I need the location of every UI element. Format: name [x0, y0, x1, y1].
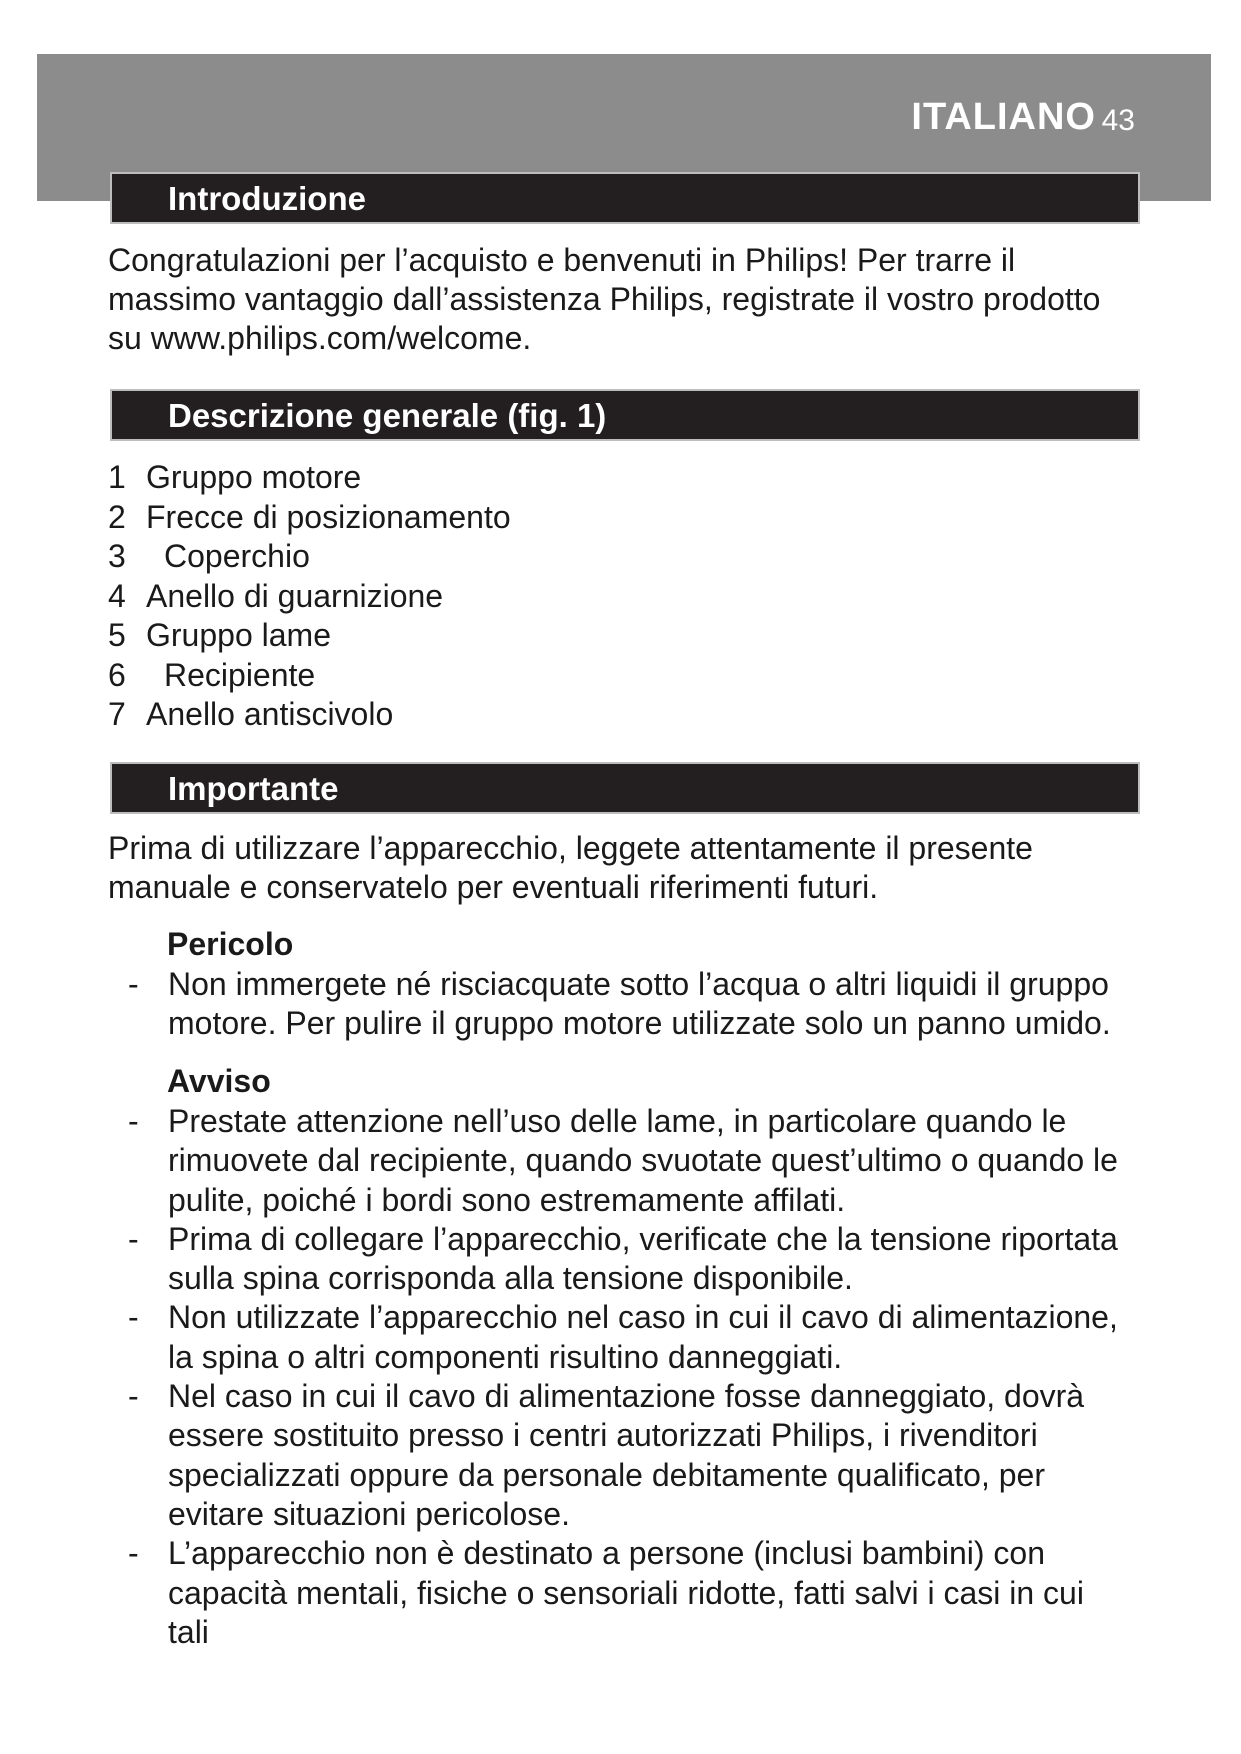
list-item: 7 Anello antiscivolo — [108, 696, 394, 732]
important-paragraph: Prima di utilizzare l’apparecchio, leggete attentamente il presente manuale e conservatelo per eventuali riferimenti futuri. — [108, 830, 1033, 905]
section-bar-important — [110, 762, 1140, 814]
list-item: - Nel caso in cui il cavo di alimentazione fosse danneggiato, dovrà essere sostituito presso i centri autorizzati Philips, i rivenditori specializzati oppure da personale debitamente qualificato, per evitare situazioni pericolose. — [128, 1378, 1085, 1532]
list-item: 2 Frecce di posizionamento — [108, 498, 511, 535]
page-number: 43 — [1101, 104, 1135, 137]
list-item: - L’apparecchio non è destinato a persone (inclusi bambini) con capacità mentali, fisiche o sensoriali ridotte, fatti salvi i casi in cui tali — [128, 1535, 1084, 1650]
danger-list — [128, 965, 1128, 1044]
section-bar-overview — [110, 389, 1140, 441]
list-item: - Prestate attenzione nell’uso delle lame, in particolare quando le rimuovete dal recipiente, quando svuotate quest’ultimo o quando le pulite, poiché i bordi sono estremamente affilati. — [128, 1103, 1118, 1218]
list-item: - Prima di collegare l’apparecchio, verificate che la tensione riportata sulla spina corrisponda alla tensione disponibile. — [128, 1220, 1118, 1297]
header-language: ITALIANO — [911, 96, 1096, 138]
list-item: - Non utilizzate l’apparecchio nel caso in cui il cavo di alimentazione, la spina o altri componenti risultino danneggiati. — [128, 1299, 1118, 1375]
list-item: 6 Recipiente — [108, 656, 316, 693]
section-title-important: Importante — [168, 770, 339, 807]
danger-heading: Pericolo — [167, 926, 294, 962]
parts-list — [108, 458, 511, 735]
section-title-intro: Introduzione — [168, 180, 366, 217]
section-title-overview: Descrizione generale (fig. 1) — [168, 397, 607, 434]
list-item: 4 Anello di guarnizione — [108, 577, 444, 614]
list-item: - Non immergete né risciacquate sotto l’acqua o altri liquidi il gruppo motore. Per pulire il gruppo motore utilizzate solo un panno umido. — [128, 966, 1111, 1042]
warning-list — [128, 1102, 1128, 1652]
list-item: 1 Gruppo motore — [108, 459, 362, 495]
warning-heading: Avviso — [167, 1063, 271, 1099]
section-bar-intro — [110, 172, 1140, 224]
list-item: 5 Gruppo lame — [108, 617, 331, 653]
list-item: 3 Coperchio — [108, 538, 310, 574]
intro-paragraph: Congratulazioni per l’acquisto e benvenuti in Philips! Per trarre il massimo vantaggio dall’assistenza Philips, registrate il vostro prodotto su www.philips.com/welcome. — [108, 242, 1101, 356]
